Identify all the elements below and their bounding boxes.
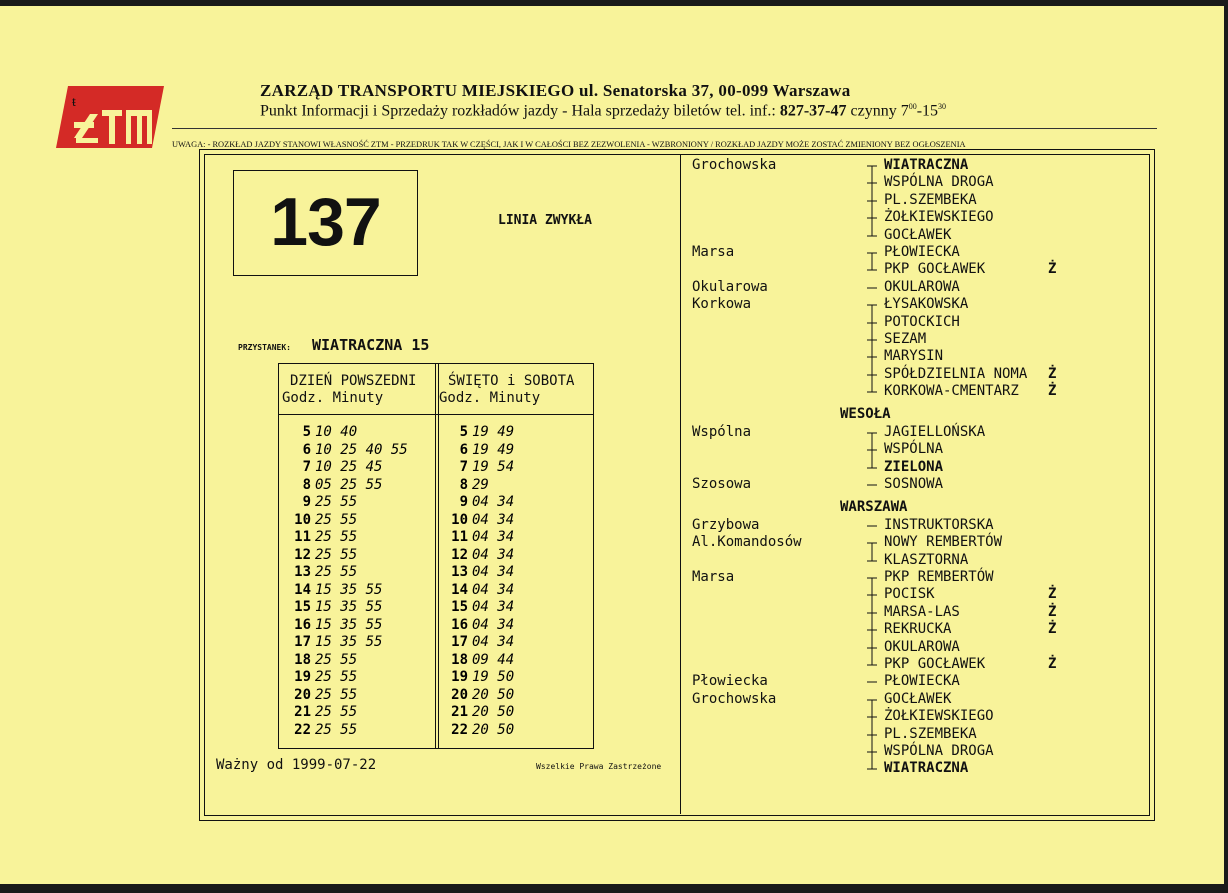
route-stop-row bbox=[690, 708, 1070, 725]
route-stop-row bbox=[690, 726, 1070, 743]
stop-name: KLASZTORNA bbox=[884, 551, 969, 568]
route-stop-row bbox=[690, 604, 1070, 621]
departure-hour: 15 bbox=[451, 599, 468, 615]
route-stop-row bbox=[690, 192, 1070, 209]
line-number: 137 bbox=[270, 184, 381, 260]
departure-minutes: 10 25 45 bbox=[315, 459, 383, 475]
departure-minutes: 25 55 bbox=[315, 529, 358, 545]
route-stop-row bbox=[690, 621, 1070, 638]
departure-row bbox=[437, 547, 514, 565]
header-info: Punkt Informacji i Sprzedaży rozkładów jazdy - Hala sprzedaży biletów tel. inf.: bbox=[260, 102, 776, 120]
departure-minutes: 04 34 bbox=[472, 564, 515, 580]
departure-row bbox=[280, 617, 408, 635]
stop-name: KORKOWA-CMENTARZ bbox=[884, 383, 1019, 400]
header-phone: 827-37-47 bbox=[779, 102, 847, 120]
route-stop-row bbox=[690, 691, 1070, 708]
street-name: Al.Komandosów bbox=[692, 534, 802, 551]
request-stop-marker: Ż bbox=[1048, 383, 1057, 400]
stop-name: PKP GOCŁAWEK bbox=[884, 655, 986, 672]
departure-hour: 13 bbox=[451, 564, 468, 580]
departure-hour: 17 bbox=[294, 634, 311, 650]
street-name: Okularowa bbox=[692, 278, 768, 295]
ztm-logo bbox=[52, 82, 166, 152]
departure-row bbox=[437, 529, 514, 547]
header-rule bbox=[172, 128, 1157, 129]
request-stop-marker: Ż bbox=[1048, 365, 1057, 382]
departure-row bbox=[280, 529, 408, 547]
departure-minutes: 25 55 bbox=[315, 669, 358, 685]
departure-hour: 18 bbox=[451, 651, 468, 668]
holiday-title: ŚWIĘTO i SOBOTA bbox=[448, 373, 575, 389]
departure-row bbox=[280, 599, 408, 617]
departure-hour: 12 bbox=[294, 546, 311, 563]
street-name: Grzybowa bbox=[692, 516, 760, 533]
stop-name: SEZAM bbox=[884, 330, 927, 347]
street-name: Grochowska bbox=[692, 157, 777, 173]
departure-hour: 18 bbox=[294, 651, 311, 668]
departure-hour: 7 bbox=[302, 459, 311, 475]
route-town bbox=[690, 499, 1070, 516]
departure-hour: 17 bbox=[451, 634, 468, 650]
town-name: WESOŁA bbox=[840, 406, 891, 423]
departure-hour: 7 bbox=[459, 459, 468, 475]
line-type: LINIA ZWYKŁA bbox=[498, 213, 592, 228]
departure-hour: 8 bbox=[302, 476, 311, 493]
route-stop-row bbox=[690, 569, 1070, 586]
route-stop-row bbox=[690, 227, 1070, 244]
timetable-header-rule bbox=[278, 414, 594, 415]
route-stop-row bbox=[690, 209, 1070, 226]
stop-name: WSPÓLNA DROGA bbox=[884, 174, 994, 191]
stop-name: PKP REMBERTÓW bbox=[884, 568, 994, 585]
stop-name: ŻOŁKIEWSKIEGO bbox=[884, 708, 994, 725]
stop-name: WIATRACZNA bbox=[884, 760, 969, 777]
street-name: Szosowa bbox=[692, 476, 752, 493]
departure-row bbox=[437, 617, 514, 635]
valid-from: Ważny od 1999-07-22 bbox=[216, 757, 377, 773]
departure-row bbox=[437, 634, 514, 652]
departure-row bbox=[437, 424, 514, 442]
stop-name: ZIELONA bbox=[884, 458, 944, 475]
holiday-departures bbox=[437, 424, 514, 739]
request-stop-marker: Ż bbox=[1048, 655, 1057, 672]
departure-minutes: 15 35 55 bbox=[315, 634, 383, 650]
departure-minutes: 15 35 55 bbox=[315, 616, 383, 633]
holiday-subtitle: Godz. Minuty bbox=[439, 390, 541, 406]
departure-hour: 14 bbox=[451, 581, 468, 598]
route-stop-row bbox=[690, 760, 1070, 777]
route-stop-row bbox=[690, 673, 1070, 690]
route-stop-row bbox=[690, 261, 1070, 278]
departure-row bbox=[437, 687, 514, 705]
stop-name: PL.SZEMBEKA bbox=[884, 191, 977, 208]
departure-hour: 19 bbox=[451, 669, 468, 685]
departure-row bbox=[437, 512, 514, 530]
street-name: Płowiecka bbox=[692, 673, 768, 690]
departure-minutes: 20 50 bbox=[472, 721, 515, 738]
town-name: WARSZAWA bbox=[840, 499, 908, 516]
route-stop-row bbox=[690, 174, 1070, 191]
route-stop-row bbox=[690, 656, 1070, 673]
route-stop-row bbox=[690, 348, 1070, 365]
header-hours-sup2: 30 bbox=[938, 102, 947, 111]
route-stop-row bbox=[690, 157, 1070, 174]
departure-row bbox=[280, 634, 408, 652]
departure-hour: 6 bbox=[302, 441, 311, 458]
route-town bbox=[690, 406, 1070, 423]
departure-row bbox=[280, 442, 408, 460]
departure-row bbox=[280, 547, 408, 565]
stop-name: WSPÓLNA DROGA bbox=[884, 742, 994, 759]
route-stop-row bbox=[690, 279, 1070, 296]
timetable-separator bbox=[435, 363, 436, 749]
street-name: Marsa bbox=[692, 243, 735, 260]
departure-row bbox=[280, 424, 408, 442]
route-stop-row bbox=[690, 743, 1070, 760]
svg-text:ŧ: ŧ bbox=[72, 95, 76, 110]
stop-name: WIATRACZNA 15 bbox=[312, 336, 430, 354]
header-address: ul. Senatorska 37, 00-099 Warszawa bbox=[579, 81, 851, 100]
route-connector-icon bbox=[862, 476, 882, 499]
stop-name: REKRUCKA bbox=[884, 621, 952, 638]
departure-minutes: 15 35 55 bbox=[315, 599, 383, 615]
request-stop-marker: Ż bbox=[1048, 261, 1057, 278]
departure-row bbox=[280, 564, 408, 582]
stop-name: WSPÓLNA bbox=[884, 441, 944, 458]
departure-hour: 9 bbox=[302, 494, 311, 510]
departure-minutes: 25 55 bbox=[315, 721, 358, 738]
request-stop-marker: Ż bbox=[1048, 621, 1057, 638]
departure-minutes: 04 34 bbox=[472, 511, 515, 528]
route-stop-row bbox=[690, 424, 1070, 441]
departure-row bbox=[280, 494, 408, 512]
departure-minutes: 04 34 bbox=[472, 581, 515, 598]
departure-hour: 19 bbox=[294, 669, 311, 685]
stop-name: MARYSIN bbox=[884, 348, 944, 365]
route-connector-icon bbox=[862, 383, 882, 406]
departure-hour: 15 bbox=[294, 599, 311, 615]
departure-minutes: 25 55 bbox=[315, 704, 358, 720]
stop-name: PL.SZEMBEKA bbox=[884, 725, 977, 742]
street-name: Korkowa bbox=[692, 296, 752, 313]
request-stop-marker: Ż bbox=[1048, 603, 1057, 620]
departure-hour: 22 bbox=[294, 721, 311, 738]
route-stop-row bbox=[690, 296, 1070, 313]
route-connector-icon bbox=[862, 760, 882, 783]
stop-name: OKULAROWA bbox=[884, 278, 960, 295]
route-stop-row bbox=[690, 586, 1070, 603]
stop-name: PKP GOCŁAWEK bbox=[884, 261, 986, 278]
stop-name: PŁOWIECKA bbox=[884, 673, 960, 690]
header-hours-sup1: 00 bbox=[908, 102, 917, 111]
departure-hour: 13 bbox=[294, 564, 311, 580]
header-org: ZARZĄD TRANSPORTU MIEJSKIEGO bbox=[260, 81, 575, 100]
departure-minutes: 04 34 bbox=[472, 616, 515, 633]
stop-name: SPÓŁDZIELNIA NOMA bbox=[884, 365, 1028, 382]
departure-hour: 10 bbox=[451, 511, 468, 528]
departure-minutes: 04 34 bbox=[472, 599, 515, 615]
stop-name: SOSNOWA bbox=[884, 476, 944, 493]
stop-name: GOCŁAWEK bbox=[884, 690, 952, 707]
departure-row bbox=[437, 652, 514, 670]
departure-row bbox=[437, 704, 514, 722]
departure-minutes: 25 55 bbox=[315, 651, 358, 668]
departure-minutes: 10 40 bbox=[315, 424, 358, 440]
departure-row bbox=[437, 564, 514, 582]
departure-minutes: 19 49 bbox=[472, 424, 515, 440]
departure-row bbox=[280, 477, 408, 495]
departure-minutes: 04 34 bbox=[472, 529, 515, 545]
departure-hour: 16 bbox=[294, 616, 311, 633]
departure-minutes: 25 55 bbox=[315, 564, 358, 580]
departure-hour: 21 bbox=[451, 704, 468, 720]
frame-divider bbox=[680, 155, 681, 814]
request-stop-marker: Ż bbox=[1048, 586, 1057, 603]
stop-name: JAGIELLOŃSKA bbox=[884, 423, 986, 440]
departure-row bbox=[437, 477, 514, 495]
header-org-line bbox=[260, 81, 1160, 101]
departure-minutes: 04 34 bbox=[472, 634, 515, 650]
route-stop-row bbox=[690, 476, 1070, 493]
departure-row bbox=[280, 512, 408, 530]
departure-hour: 10 bbox=[294, 511, 311, 528]
departure-hour: 20 bbox=[451, 686, 468, 703]
street-name: Marsa bbox=[692, 568, 735, 585]
route-stop-row bbox=[690, 383, 1070, 400]
departure-minutes: 25 55 bbox=[315, 494, 358, 510]
street-name: Grochowska bbox=[692, 690, 777, 707]
street-name: Wspólna bbox=[692, 423, 752, 440]
stop-name: GOCŁAWEK bbox=[884, 226, 952, 243]
route-stop-row bbox=[690, 366, 1070, 383]
departure-hour: 8 bbox=[459, 476, 468, 493]
route-stop-row bbox=[690, 639, 1070, 656]
header-info-line bbox=[260, 102, 1160, 120]
stop-name: POTOCKICH bbox=[884, 313, 960, 330]
departure-hour: 11 bbox=[451, 529, 468, 545]
departure-minutes: 19 49 bbox=[472, 441, 515, 458]
departure-hour: 5 bbox=[459, 424, 468, 440]
departure-minutes: 29 bbox=[472, 476, 489, 493]
stop-name: OKULAROWA bbox=[884, 638, 960, 655]
departure-minutes: 09 44 bbox=[472, 651, 515, 668]
departure-minutes: 05 25 55 bbox=[315, 476, 383, 493]
departure-row bbox=[437, 494, 514, 512]
departure-hour: 6 bbox=[459, 441, 468, 458]
header-hours-dash: -15 bbox=[916, 102, 939, 120]
departure-minutes: 25 55 bbox=[315, 686, 358, 703]
route-stop-row bbox=[690, 459, 1070, 476]
departure-minutes: 20 50 bbox=[472, 704, 515, 720]
departure-hour: 5 bbox=[302, 424, 311, 440]
departure-row bbox=[280, 722, 408, 740]
departure-row bbox=[437, 669, 514, 687]
stop-name: MARSA-LAS bbox=[884, 603, 960, 620]
departure-row bbox=[437, 582, 514, 600]
stop-name: POCISK bbox=[884, 586, 935, 603]
departure-minutes: 15 35 55 bbox=[315, 581, 383, 598]
departure-hour: 12 bbox=[451, 546, 468, 563]
departure-row bbox=[280, 669, 408, 687]
departure-minutes: 25 55 bbox=[315, 511, 358, 528]
departure-hour: 20 bbox=[294, 686, 311, 703]
departure-minutes: 04 34 bbox=[472, 494, 515, 510]
departure-row bbox=[280, 582, 408, 600]
stop-name: ŻOŁKIEWSKIEGO bbox=[884, 209, 994, 226]
departure-minutes: 19 50 bbox=[472, 669, 515, 685]
departure-minutes: 19 54 bbox=[472, 459, 515, 475]
departure-hour: 16 bbox=[451, 616, 468, 633]
route-stop-row bbox=[690, 534, 1070, 551]
departure-row bbox=[280, 459, 408, 477]
route-stop-row bbox=[690, 517, 1070, 534]
header-hours: czynny 7 bbox=[850, 102, 909, 120]
departure-row bbox=[437, 442, 514, 460]
departure-row bbox=[280, 652, 408, 670]
rights-notice: Wszelkie Prawa Zastrzeżone bbox=[536, 762, 662, 771]
departure-row bbox=[437, 459, 514, 477]
route-stop-row bbox=[690, 244, 1070, 261]
copyright-notice: UWAGA: - ROZKŁAD JAZDY STANOWI WŁASNOŚĆ ZTM - PRZEDRUK TAK W CZĘŚCI, JAK I W CAŁOŚCI BEZ ZEZWOLENIA - WZBRONIONY / ROZKŁAD JAZDY MOŻE ZOSTAĆ ZMIENIONY BEZ OGŁOSZENIA bbox=[172, 140, 966, 149]
departure-row bbox=[437, 722, 514, 740]
departure-minutes: 25 55 bbox=[315, 546, 358, 563]
departure-hour: 9 bbox=[459, 494, 468, 510]
route-stop-row bbox=[690, 331, 1070, 348]
weekday-subtitle: Godz. Minuty bbox=[282, 390, 384, 406]
route-stop-row bbox=[690, 552, 1070, 569]
departure-hour: 22 bbox=[451, 721, 468, 738]
departure-hour: 11 bbox=[294, 529, 311, 545]
departure-minutes: 10 25 40 55 bbox=[315, 441, 408, 458]
departure-row bbox=[280, 687, 408, 705]
stop-name: ŁYSAKOWSKA bbox=[884, 296, 969, 313]
departure-minutes: 04 34 bbox=[472, 546, 515, 563]
stop-name: NOWY REMBERTÓW bbox=[884, 534, 1003, 551]
stop-name: INSTRUKTORSKA bbox=[884, 516, 994, 533]
departure-minutes: 20 50 bbox=[472, 686, 515, 703]
stop-label: PRZYSTANEK: bbox=[238, 343, 291, 352]
weekday-title: DZIEŃ POWSZEDNI bbox=[290, 373, 417, 389]
departure-row bbox=[280, 704, 408, 722]
route-stop-row bbox=[690, 314, 1070, 331]
route-stop-row bbox=[690, 441, 1070, 458]
departure-row bbox=[437, 599, 514, 617]
departure-hour: 21 bbox=[294, 704, 311, 720]
weekday-departures bbox=[280, 424, 408, 739]
route-list bbox=[690, 157, 1070, 778]
stop-name: PŁOWIECKA bbox=[884, 243, 960, 260]
departure-hour: 14 bbox=[294, 581, 311, 598]
stop-name: WIATRACZNA bbox=[884, 157, 969, 173]
